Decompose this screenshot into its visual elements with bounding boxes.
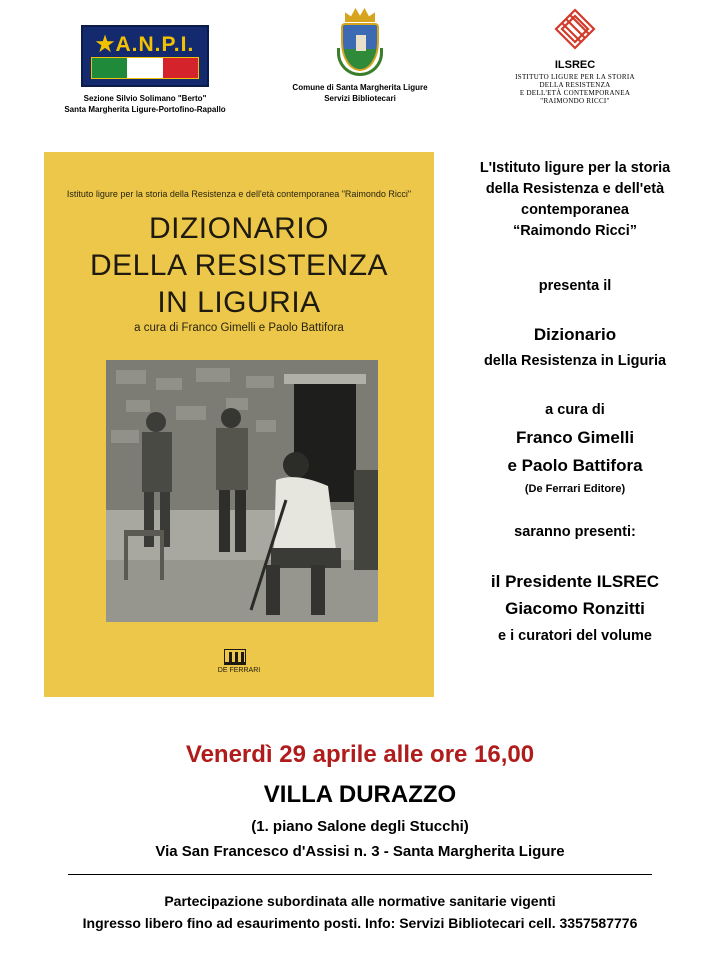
book-title-line3: IN LIGURIA <box>157 286 321 319</box>
anpi-caption <box>40 93 250 115</box>
ilsrec-desc-line1: ISTITUTO LIGURE PER LA STORIA <box>515 73 635 81</box>
anpi-logo-block <box>40 25 250 115</box>
comune-caption <box>270 82 450 104</box>
presents-text: presenta il <box>538 278 612 294</box>
comune-crest-icon <box>335 8 385 78</box>
event-date: Venerdì 29 aprile alle ore 16,00 <box>185 741 535 768</box>
curated-by-text: a cura di <box>545 402 605 418</box>
ilsrec-logo-block <box>480 8 670 105</box>
author-1: Franco Gimelli <box>515 428 635 447</box>
work-title-line1: Dizionario <box>533 325 617 344</box>
ilsrec-desc-line4: "RAIMONDO RICCI" <box>540 97 610 105</box>
ilsrec-desc-line3: E DELL'ETÀ CONTEMPORANEA <box>519 89 631 97</box>
ilsrec-mark-icon <box>554 8 596 50</box>
ilsrec-desc-line2: DELLA RESISTENZA <box>539 81 611 89</box>
anpi-logo <box>81 25 209 87</box>
footer-health-notice: Partecipazione subordinata alle normative sanitarie vigenti <box>164 893 556 909</box>
footer-info: Ingresso libero fino ad esaurimento posti. Info: Servizi Bibliotecari cell. 3357587776 <box>82 915 638 931</box>
organizer-line2: della Resistenza e dell'età <box>485 181 665 197</box>
ilsrec-description <box>480 73 670 105</box>
anpi-caption-line1: Sezione Silvio Solimano "Berto" <box>83 94 207 103</box>
anpi-caption-line2: Santa Margherita Ligure-Portofino-Rapallo <box>64 105 226 114</box>
book-title-line2: DELLA RESISTENZA <box>89 249 389 282</box>
comune-caption-line1: Comune di Santa Margherita Ligure <box>292 83 428 92</box>
organizer-line4: “Raimondo Ricci” <box>512 223 638 239</box>
italian-flag-icon <box>91 57 199 79</box>
book-cover <box>44 152 434 697</box>
cover-photo <box>106 360 378 622</box>
attending-text: saranno presenti: <box>514 524 636 540</box>
author-2: e Paolo Battifora <box>507 456 643 475</box>
book-publisher: DE FERRARI <box>217 667 261 674</box>
event-venue: VILLA DURAZZO <box>263 781 457 808</box>
book-editors: a cura di Franco Gimelli e Paolo Battifora <box>134 322 344 334</box>
book-title <box>44 210 434 321</box>
book-title-line1: DIZIONARIO <box>148 212 329 245</box>
organizer-block <box>440 158 710 242</box>
organizer-line3: contemporanea <box>521 202 629 218</box>
president-line1: il Presidente ILSREC <box>490 572 660 591</box>
publisher-building-icon <box>224 649 246 665</box>
curators-text: e i curatori del volume <box>498 628 652 644</box>
publisher-text: (De Ferrari Editore) <box>524 483 626 495</box>
work-title-line2: della Resistenza in Liguria <box>483 353 667 369</box>
president-line2: Giacomo Ronzitti <box>505 599 645 618</box>
event-room: (1. piano Salone degli Stucchi) <box>251 818 469 835</box>
comune-logo-block <box>270 8 450 104</box>
event-address: Via San Francesco d'Assisi n. 3 - Santa Margherita Ligure <box>155 843 565 860</box>
book-series: Istituto ligure per la storia della Resistenza e dell'età contemporanea "Raimondo Ricci" <box>66 189 412 199</box>
ilsrec-name: ILSREC <box>554 59 596 71</box>
divider-line <box>68 874 652 875</box>
anpi-logo-text: ★A.N.P.I. <box>95 33 195 56</box>
partisans-photo-image <box>106 360 378 622</box>
comune-caption-line2: Servizi Bibliotecari <box>324 94 396 103</box>
organizer-line1: L'Istituto ligure per la storia <box>479 160 671 176</box>
